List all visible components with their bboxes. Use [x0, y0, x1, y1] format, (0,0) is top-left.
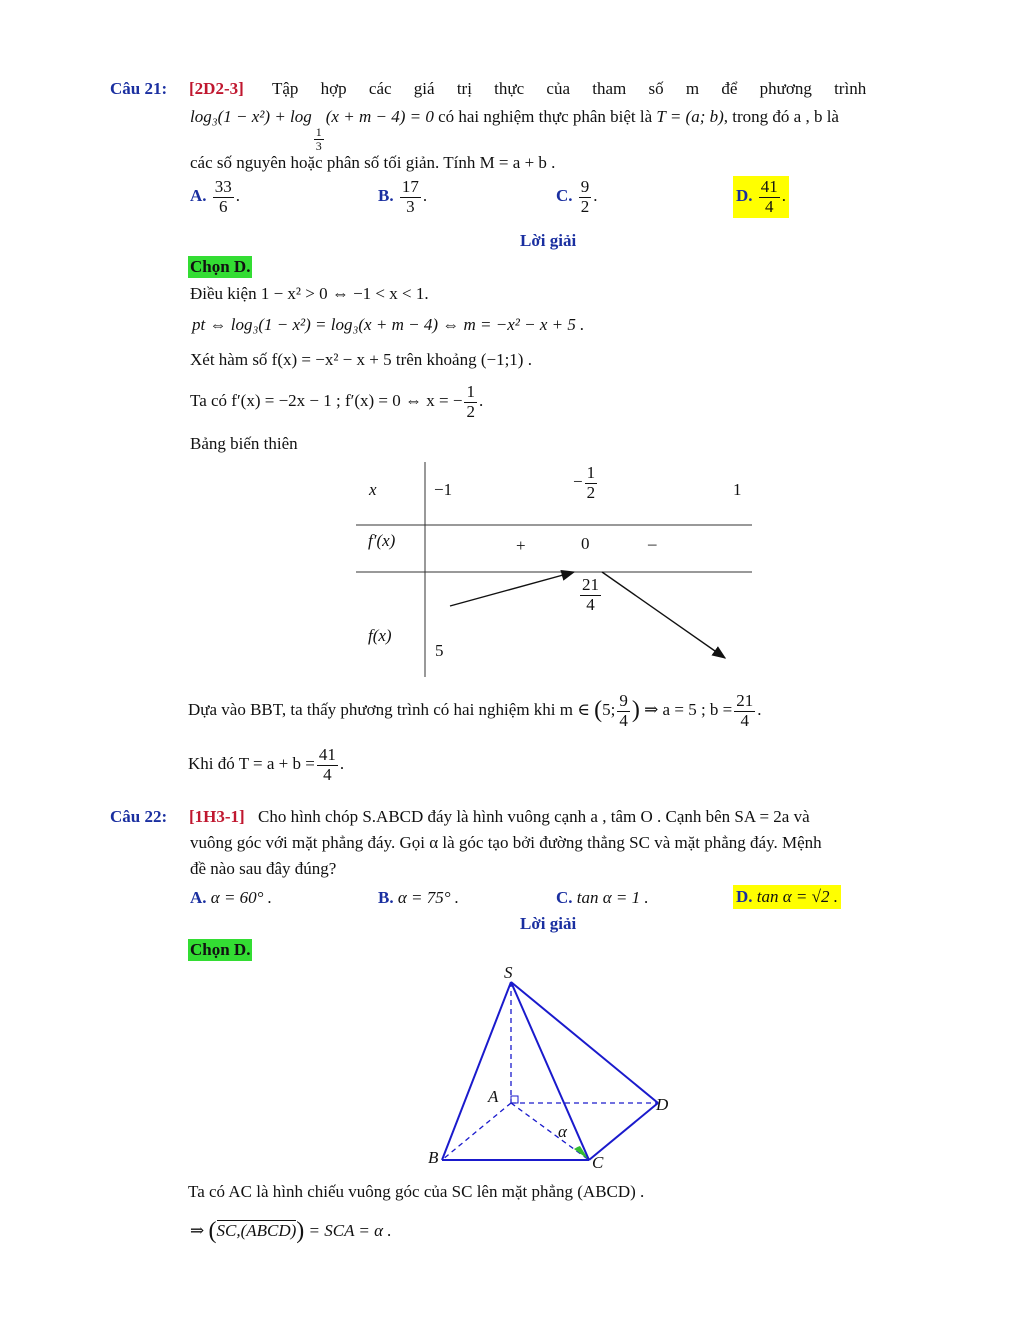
q21-option-d-frac: [759, 178, 780, 216]
table-x-mid: [573, 464, 599, 502]
q22-option-d-letter: D.: [736, 887, 753, 906]
q22-option-c: [556, 888, 649, 908]
q21-line2: [190, 107, 839, 153]
q21-conclusion-frac: [617, 692, 630, 730]
q22-angle: [190, 1218, 392, 1245]
table-x-mid-num: 1: [586, 463, 596, 482]
q21-derivative-text: Ta có f′(x) = −2x − 1 ; f′(x) = 0 ⇔ x = −: [190, 391, 463, 411]
vertex-C: C: [592, 1153, 604, 1172]
q21-log-base: [314, 126, 324, 153]
edge-SB: [442, 982, 511, 1160]
variation-table-lines: [356, 462, 752, 677]
q21-solution-title: Lời giải: [520, 231, 577, 250]
table-x-label: x: [369, 480, 377, 499]
q21-final-frac: [317, 746, 338, 784]
table-x-right: 1: [733, 480, 742, 499]
decreasing-arrow: [602, 572, 725, 658]
q21-option-b: B. $\frac{17}{3}$ .: [378, 177, 428, 216]
q21-option-a: A. $\frac{33}{6}$ .: [190, 177, 241, 216]
q21-log-base-num: 1: [315, 125, 322, 139]
q22-label: Câu 22:: [110, 807, 168, 826]
q21-line3: các số nguyên hoặc phân số tối giản. Tính M = a + b .: [190, 153, 556, 172]
q21-label: Câu 21:: [110, 79, 168, 98]
q21-option-d-den: 4: [765, 196, 774, 216]
paren-close: ): [631, 697, 640, 724]
q22-line2: vuông góc với mặt phẳng đáy. Gọi α là góc tạo bởi đường thẳng SC và mặt phẳng đáy. Mệnh: [190, 833, 822, 852]
q22-option-b: [378, 888, 459, 908]
table-f-max-num: 21: [582, 575, 599, 594]
table-f-label: f(x): [368, 626, 392, 645]
right-angle-mark: [511, 1096, 518, 1103]
q22-option-d-text: tan α = √2 .: [756, 887, 838, 906]
q21-function: Xét hàm số f(x) = −x² − x + 5 trên khoảng (−1;1) .: [190, 350, 532, 369]
q21-tag: [2D2-3]: [189, 79, 244, 98]
q21-derivative-frac: [464, 383, 477, 421]
table-f-max-den: 4: [586, 594, 595, 614]
q21-option-c-num: 9: [580, 177, 590, 196]
q21-T: T = (a; b): [656, 107, 724, 126]
q21-derivative-den: 2: [466, 401, 475, 421]
increasing-arrow: [450, 572, 574, 606]
q22-solution-title: Lời giải: [520, 914, 577, 933]
q22-option-c-letter: C.: [556, 888, 573, 907]
q21-final-den: 4: [323, 764, 332, 784]
pyramid-figure: [420, 960, 690, 1175]
q21-conclusion-b-den: 4: [740, 710, 749, 730]
q21-line2-text: có hai nghiệm thực phân biệt là: [438, 107, 653, 126]
q21-option-b-num: 17: [401, 177, 419, 196]
angle-paren-open: (: [208, 1218, 217, 1244]
q21-option-b-frac: [400, 178, 421, 216]
q21-conclusion-b: ⇒ a = 5 ; b =: [644, 700, 733, 720]
q22-angle-result: = SCA = α .: [308, 1221, 392, 1240]
q21-eq-part1: log₃(1 − x²) + log: [190, 107, 312, 126]
q21-option-c-letter: C.: [556, 186, 573, 206]
q21-final-num: 41: [318, 745, 336, 764]
q21-option-a-letter: A.: [190, 186, 207, 206]
vertex-B: B: [428, 1148, 439, 1167]
q21-option-a-frac: [213, 178, 234, 216]
q21-conclusion-den: 4: [619, 710, 628, 730]
table-x-left: −1: [434, 480, 453, 499]
q22-option-a: [190, 888, 272, 908]
q21-eq-part2: (x + m − 4) = 0: [325, 107, 434, 126]
q21-line2-tail: , trong đó a , b là: [723, 107, 839, 126]
q22-option-a-text: α = 60° .: [210, 888, 272, 907]
q22-tag: [1H3-1]: [189, 807, 245, 826]
table-x-mid-frac: [585, 464, 598, 502]
table-x-mid-sign: −: [573, 472, 583, 492]
q21-conclusion-int: 5;: [602, 700, 616, 720]
variation-table: [356, 462, 752, 677]
q21-option-d: D. $\frac{41}{4}$ .: [733, 176, 789, 218]
q21-conclusion: Dựa vào BBT, ta thấy phương trình có hai nghiệm khi m ∈ (5; $\frac{9}{4}$ ) ⇒ a = 5 ; b = $\frac{21}{4}$ .: [188, 691, 762, 730]
angle-paren-close: ): [296, 1218, 305, 1244]
q21-option-c-frac: [579, 178, 592, 216]
q21-option-d-letter: D.: [736, 186, 753, 206]
q21-table-title: Bảng biến thiên: [190, 434, 298, 453]
q22-option-a-letter: A.: [190, 888, 207, 907]
q22-line3: đề nào sau đây đúng?: [190, 859, 337, 878]
table-x-mid-den: 2: [586, 482, 596, 502]
pyramid-svg: [420, 960, 690, 1175]
q22-option-b-letter: B.: [378, 888, 394, 907]
table-sign-zero: 0: [581, 534, 590, 553]
q21-log-base-den: 3: [315, 139, 322, 154]
angle-alpha-label: α: [558, 1122, 567, 1141]
q21-derivative-num: 1: [466, 382, 475, 401]
table-f-max: [578, 576, 603, 614]
q21-condition: Điều kiện 1 − x² > 0 ⇔ −1 < x < 1.: [190, 284, 429, 303]
q21-option-b-den: 3: [406, 196, 415, 216]
paren-open: (: [594, 697, 603, 724]
vertex-S: S: [504, 963, 513, 982]
q22-projection: Ta có AC là hình chiếu vuông góc của SC lên mặt phẳng (ABCD) .: [188, 1182, 645, 1201]
vertex-D: D: [656, 1095, 669, 1114]
q21-derivative: Ta có f′(x) = −2x − 1 ; f′(x) = 0 ⇔ x = − $\frac{1}{2}$ .: [190, 382, 484, 421]
q21-choice: Chọn D.: [190, 257, 251, 276]
q22-line1: Cho hình chóp S.ABCD đáy là hình vuông cạnh a , tâm O . Cạnh bên SA = 2a và: [258, 807, 810, 826]
table-f-max-frac: [580, 576, 601, 614]
q21-line1: Tập hợp các giá trị thực của tham số m để phương trình: [272, 79, 867, 98]
q22-angle-implies: ⇒: [190, 1221, 205, 1240]
table-sign-plus: +: [516, 536, 526, 555]
edge-SC: [511, 982, 589, 1160]
q21-conclusion-b-frac: [734, 692, 755, 730]
vertex-A: A: [488, 1087, 499, 1106]
q21-option-a-num: 33: [214, 177, 232, 196]
q21-conclusion-b-num: 21: [736, 691, 754, 710]
table-sign-minus: –: [648, 534, 657, 553]
q21-option-c: C. $\frac{9}{2}$ .: [556, 177, 598, 216]
q21-option-a-den: 6: [219, 196, 228, 216]
q21-option-d-num: 41: [760, 177, 778, 196]
q21-pt: pt ⇔ log₃(1 − x²) = log₃(x + m − 4) ⇔ m = −x² − x + 5 .: [192, 315, 585, 334]
q21-option-c-den: 2: [580, 196, 590, 216]
edge-SD: [511, 982, 658, 1103]
q21-conclusion-num: 9: [619, 691, 628, 710]
q21-conclusion-text: Dựa vào BBT, ta thấy phương trình có hai nghiệm khi m ∈: [188, 700, 590, 720]
q22-angle-pair: SC,(ABCD): [216, 1221, 297, 1240]
table-f-left: 5: [435, 641, 444, 660]
q22-option-d: [733, 885, 841, 909]
q22-option-c-text: tan α = 1 .: [576, 888, 649, 907]
table-fp-label: f′(x): [368, 531, 396, 550]
q22-option-b-text: α = 75° .: [397, 888, 460, 907]
q21-option-b-letter: B.: [378, 186, 394, 206]
edge-CD: [589, 1103, 658, 1160]
q21-final-text: Khi đó T = a + b =: [188, 754, 315, 774]
q22-choice: Chọn D.: [190, 940, 251, 959]
q21-final: Khi đó T = a + b = $\frac{41}{4}$ .: [188, 745, 345, 784]
